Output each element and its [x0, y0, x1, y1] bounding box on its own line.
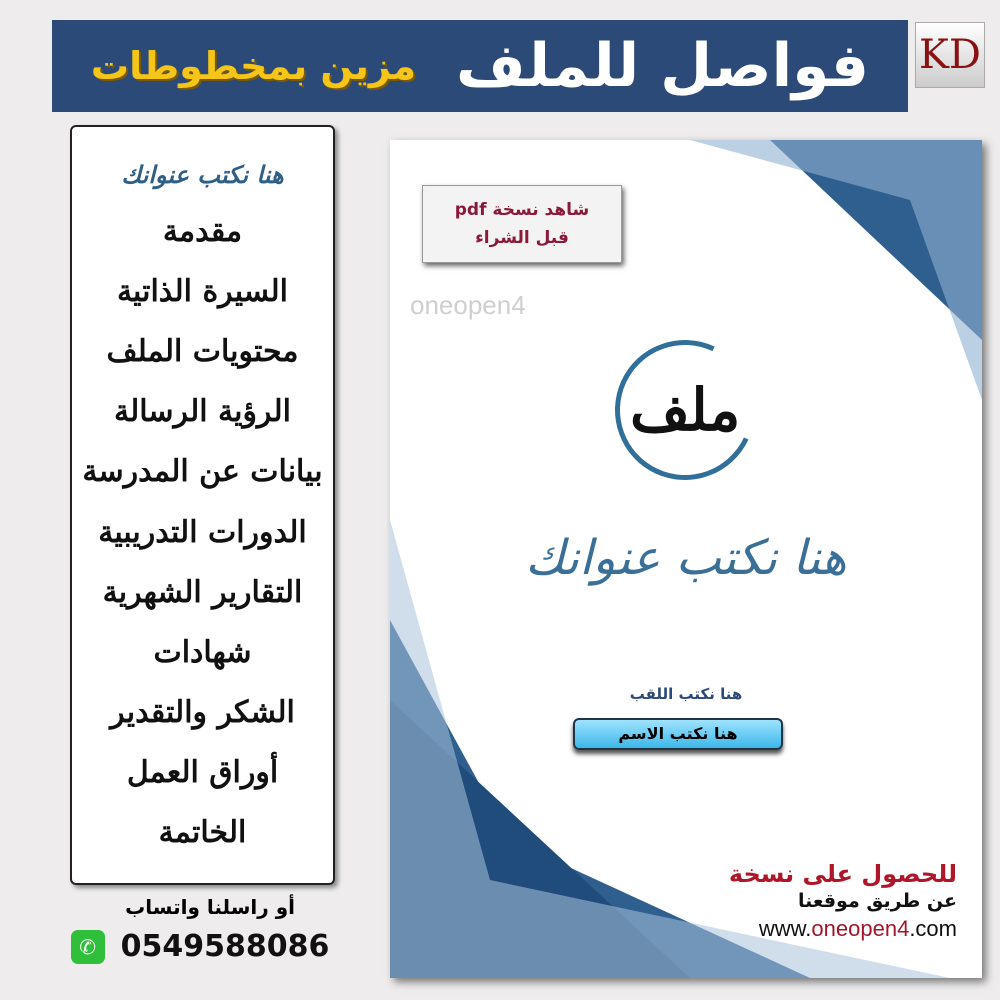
watermark-text: oneopen4: [410, 290, 526, 320]
cover-name: هنا نكتب الاسم: [573, 718, 783, 750]
emblem-text: ملف: [629, 376, 741, 444]
contact: [60, 895, 340, 964]
section-item: الرؤية الرسالة: [114, 394, 291, 430]
banner: [52, 20, 908, 112]
section-item: مقدمة: [162, 213, 243, 249]
banner-title: فواصل للملف: [456, 31, 870, 101]
section-item: الخاتمة: [158, 815, 247, 851]
pdf-line2: قبل الشراء: [475, 228, 569, 248]
section-item: محتويات الملف: [106, 334, 299, 370]
section-item: التقارير الشهرية: [102, 574, 303, 610]
url-domain: oneopen4: [811, 916, 910, 941]
section-list: [70, 125, 335, 885]
section-item: شهادات: [153, 634, 252, 670]
contact-message: أو راسلنا واتساب: [125, 895, 295, 919]
pdf-preview-button[interactable]: [422, 185, 622, 263]
banner-subtitle: مزين بمخطوطات: [90, 44, 416, 88]
whatsapp-icon[interactable]: ✆: [71, 930, 105, 964]
section-item: الشكر والتقدير: [110, 694, 295, 730]
website-link[interactable]: [729, 916, 957, 942]
section-item: هنا نكتب عنوانك: [121, 159, 284, 189]
get-copy-title: للحصول على نسخة: [728, 860, 957, 888]
cover-preview: [390, 140, 982, 978]
via-site: عن طريق موقعنا: [797, 890, 957, 912]
section-item: بيانات عن المدرسة: [82, 454, 323, 490]
phone-number[interactable]: 0549588086: [120, 929, 330, 964]
section-item: الدورات التدريبية: [98, 514, 307, 550]
url-suffix: .com: [909, 916, 957, 941]
section-item: أوراق العمل: [126, 755, 279, 791]
section-item: السيرة الذاتية: [116, 273, 289, 309]
url-prefix: www.: [758, 916, 812, 941]
cover-title: هنا نكتب عنوانك: [525, 530, 847, 586]
pdf-line1: شاهد نسخة pdf: [454, 200, 590, 220]
cover-lqab: هنا نكتب اللقب: [629, 685, 743, 703]
get-copy: [729, 860, 957, 942]
kd-logo: KD: [915, 22, 985, 88]
